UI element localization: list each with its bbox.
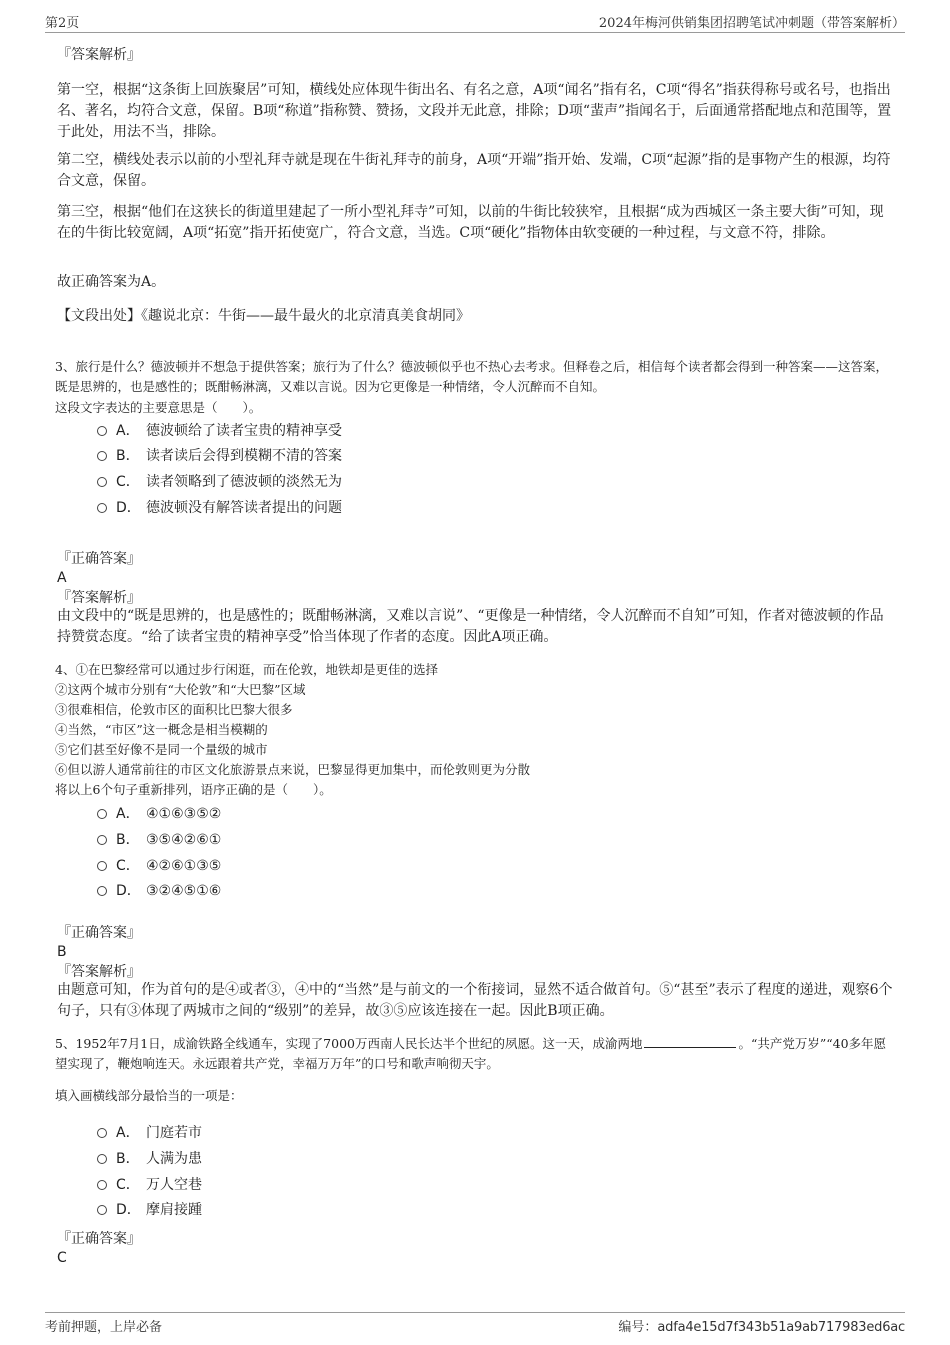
q4-analysis-label: 『答案解析』	[57, 964, 141, 980]
q4-line-4: ④当然，“市区”这一概念是相当模糊的	[55, 722, 268, 737]
q5-answer-label: 『正确答案』	[57, 1231, 141, 1247]
q3-option-a[interactable]: A． 德波顿给了读者宝贵的精神享受	[97, 421, 342, 441]
q3-stem: 3、旅行是什么？德波顿并不想急于提供答案；旅行为了什么？德波顿似乎也不热心去考求。但释卷之后，相信每个读者都会得到一种答案——这答案，既是思辨的，也是感性的；既酣畅淋漓，又难以言说。因为它更像是一种情绪，令人沉醉而不自知。	[55, 359, 888, 394]
q5-option-a[interactable]: A． 门庭若市	[97, 1123, 202, 1143]
radio-icon[interactable]	[97, 1154, 107, 1164]
q5-answer: C	[57, 1250, 67, 1266]
q4-line-3: ③很难相信，伦敦市区的面积比巴黎大很多	[55, 702, 293, 717]
radio-icon[interactable]	[97, 886, 107, 896]
radio-icon[interactable]	[97, 1180, 107, 1190]
radio-icon[interactable]	[97, 503, 107, 513]
q2-analysis-para1: 第一空，根据“这条街上回族聚居”可知，横线处应体现牛街出名、有名之意，A项“闻名”指有名，C项“得名”指获得称号或名号，也指出名、著名，均符合文意，保留。B项“称道”指称赞、赞扬，文段并无此意，排除；D项“蜚声”指闻名于，后面通常搭配地点和范围等，置于此处，用法不当，排除。	[57, 82, 892, 140]
footer-slogan: 考前押题，上岸必备	[45, 1320, 163, 1335]
q4-line-6: ⑥但以游人通常前往的市区文化旅游景点来说，巴黎显得更加集中，而伦敦则更为分散	[55, 762, 531, 777]
document-title: 2024年梅河供销集团招聘笔试冲刺题（带答案解析）	[598, 16, 905, 31]
page-header	[45, 12, 905, 33]
q4-option-b[interactable]: B． ③⑤④②⑥①	[97, 830, 221, 850]
q4-line-1: 4、①在巴黎经常可以通过步行闲逛，而在伦敦，地铁却是更佳的选择	[55, 662, 438, 677]
q5-option-d[interactable]: D． 摩肩接踵	[97, 1200, 202, 1220]
q4-line-5: ⑤它们甚至好像不是同一个量级的城市	[55, 742, 268, 757]
q3-question: 这段文字表达的主要意思是（ ）。	[55, 400, 262, 415]
page-number: 第2页	[45, 16, 80, 31]
q3-analysis-label: 『答案解析』	[57, 590, 141, 606]
radio-icon[interactable]	[97, 426, 107, 436]
radio-icon[interactable]	[97, 451, 107, 461]
q4-analysis: 由题意可知，作为首句的是④或者③，④中的“当然”是与前文的一个衔接词，显然不适合做首句。⑤“甚至”表示了程度的递进，观察6个句子，只有③体现了两城市之间的“级别”的差异，故③⑤应该连接在一起。因此B项正确。	[57, 982, 893, 1019]
q5-option-b[interactable]: B． 人满为患	[97, 1149, 202, 1169]
q5-stem: 5、1952年7月1日，成渝铁路全线通车，实现了7000万西南人民长达半个世纪的夙愿。这一天，成渝两地 。“共产党万岁”“40多年愿望实现了，鞭炮响连天。永远跟着共产党，幸福万万年”的口号和歌声响彻天宇。	[55, 1036, 887, 1071]
radio-icon[interactable]	[97, 1205, 107, 1215]
q4-answer-label: 『正确答案』	[57, 925, 141, 941]
radio-icon[interactable]	[97, 835, 107, 845]
q2-conclusion: 故正确答案为A。	[57, 274, 166, 290]
radio-icon[interactable]	[97, 809, 107, 819]
radio-icon[interactable]	[97, 1128, 107, 1138]
q4-line-2: ②这两个城市分别有“大伦敦”和“大巴黎”区域	[55, 682, 306, 697]
q3-answer-label: 『正确答案』	[57, 551, 141, 567]
q2-analysis-para3: 第三空，根据“他们在这狭长的街道里建起了一所小型礼拜寺”可知，以前的牛街比较狭窄，且根据“成为西城区一条主要大街”可知，现在的牛街比较宽阔，A项“拓宽”指开拓使宽广，符合文意，当选。C项“硬化”指物体由软变硬的一种过程，与文意不符，排除。	[57, 204, 884, 241]
q2-analysis-label: 『答案解析』	[57, 47, 141, 63]
q3-option-d[interactable]: D． 德波顿没有解答读者提出的问题	[97, 498, 342, 518]
q4-answer: B	[57, 944, 67, 960]
q4-option-c[interactable]: C． ④②⑥①③⑤	[97, 856, 221, 876]
q3-option-c[interactable]: C． 读者领略到了德波顿的淡然无为	[97, 472, 342, 492]
q5-option-c[interactable]: C． 万人空巷	[97, 1175, 202, 1195]
q4-option-a[interactable]: A． ④①⑥③⑤②	[97, 804, 221, 824]
q4-question: 将以上6个句子重新排列，语序正确的是（ ）。	[55, 782, 332, 797]
q3-answer: A	[57, 570, 67, 586]
q2-source: 【文段出处】《趣说北京：牛街——最牛最火的北京清真美食胡同》	[57, 308, 470, 324]
q2-analysis-para2: 第二空，横线处表示以前的小型礼拜寺就是现在牛街礼拜寺的前身，A项“开端”指开始、发端，C项“起源”指的是事物产生的根源，均符合文意，保留。	[57, 152, 891, 189]
q5-question: 填入画横线部分最恰当的一项是：	[55, 1088, 243, 1103]
page-footer	[45, 1312, 905, 1335]
q4-option-d[interactable]: D． ③②④⑤①⑥	[97, 881, 221, 901]
document-code: 编号：adfa4e15d7f343b51a9ab717983ed6ac	[618, 1320, 905, 1335]
radio-icon[interactable]	[97, 861, 107, 871]
fill-blank	[644, 1035, 736, 1048]
q3-option-b[interactable]: B． 读者读后会得到模糊不清的答案	[97, 446, 342, 466]
radio-icon[interactable]	[97, 477, 107, 487]
q3-analysis: 由文段中的“既是思辨的，也是感性的；既酣畅淋漓，又难以言说”、“更像是一种情绪，令人沉醉而不自知”可知，作者对德波顿的作品持赞赏态度。“给了读者宝贵的精神享受”恰当体现了作者的态度。因此A项正确。	[57, 608, 884, 645]
